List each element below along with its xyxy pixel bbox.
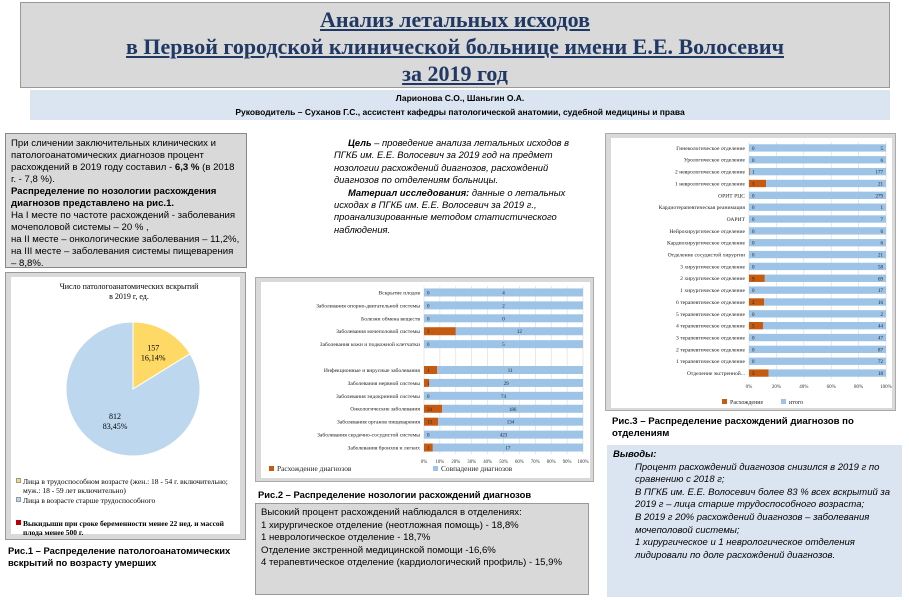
- legend-swatch-working-age: [16, 478, 21, 483]
- bar-segment-total: [749, 156, 886, 163]
- bar-value-total: 87: [878, 348, 883, 354]
- title-banner: [20, 2, 890, 88]
- bar-value-total: 186: [508, 407, 517, 413]
- category-label: 2 хирургическое отделение: [680, 276, 745, 283]
- category-label: ОАРИТ: [726, 216, 745, 223]
- x-tick-label: 100%: [577, 460, 589, 465]
- category-label: 5 терапевтическое отделение: [675, 311, 745, 318]
- bar-value-total: 7: [880, 218, 883, 224]
- bar-segment-total: [749, 310, 886, 317]
- legend-swatch-elderly: [16, 497, 21, 502]
- authors: Ларионова С.О., Шаньгин О.А.: [395, 93, 525, 103]
- bar-segment-mismatch: [424, 366, 437, 374]
- conclusion-item: 1 хирургическое и 1 неврологическое отделения лидировали по доле расхождений диагнозов.: [635, 537, 855, 561]
- bar-value-total: 6: [880, 229, 883, 235]
- legend-swatch: [722, 399, 727, 404]
- bar-value-mismatch: 0: [752, 146, 755, 152]
- bar-segment-total: [749, 334, 886, 341]
- authors-band: [30, 90, 890, 120]
- intro-box: [5, 133, 247, 268]
- pie-legend-working-age: [23, 477, 228, 495]
- goal-label: Цель: [348, 137, 372, 148]
- category-label: 6 терапевтическое отделение: [675, 299, 745, 306]
- title-line-1: Анализ летальных исходов: [320, 7, 590, 32]
- bar-value-mismatch: 0: [427, 343, 430, 349]
- bar-value-mismatch: 0: [427, 291, 430, 297]
- nosology-chart-panel: [261, 282, 590, 478]
- conclusion-item: Процент расхождений диагнозов снизился в 2019 г по сравнению с 2018 г;: [635, 461, 880, 486]
- category-label: Заболевания эндокринной системы: [335, 393, 420, 400]
- bar-segment-total: [749, 263, 886, 270]
- pie-percent-label-0: 16,14%: [140, 353, 166, 363]
- figure-3-frame: [605, 133, 896, 411]
- intro-place-2: на II месте – онкологические заболевания – 11,2%,: [11, 234, 240, 245]
- title-line-2: в Первой городской клинической больнице имени Е.Е. Волосевич: [125, 34, 784, 59]
- category-label: Заболевания органов пищеварения: [336, 419, 420, 426]
- category-label: Заболевания сердечно-сосудистой системы: [317, 432, 420, 439]
- x-tick-label: 70%: [530, 460, 540, 465]
- bar-value-total: 21: [878, 182, 883, 188]
- bar-value-total: 1: [880, 206, 883, 212]
- bar-value-mismatch: 0: [752, 229, 755, 235]
- bar-value-total: 21: [878, 253, 883, 259]
- intro-place-1: На I месте по частоте расхождений - заболевания мочеполовой системы – 20 % ,: [11, 210, 236, 233]
- bar-segment-total: [749, 144, 886, 151]
- x-tick-label: 100%: [880, 385, 892, 390]
- bar-value-total: 2: [502, 304, 505, 310]
- bar-value-total: 29: [503, 381, 509, 387]
- conclusion-item: В ПГКБ им. Е.Е. Волосевич более 83 % всех вскрытий за 2019 г – лица старше трудоспособного возраста;: [635, 486, 891, 511]
- category-label: Инфекционные и вирусные заболевания: [323, 367, 420, 374]
- intro-paragraph: [11, 138, 241, 186]
- legend-swatch: [781, 399, 786, 404]
- pie-legend-elderly: [23, 496, 228, 505]
- material-text: данные о летальных исходах в ПГКБ им. Е.Е. Волосевич за 2019 г., проанализированные методом статистического наблюдения.: [334, 186, 566, 235]
- category-label: 3 хирургическое отделение: [680, 264, 745, 271]
- bar-segment-total: [749, 239, 886, 246]
- category-label: Урологическое отделение: [683, 157, 745, 164]
- bar-segment-total: [749, 251, 886, 258]
- bar-value-mismatch: 3: [427, 330, 430, 336]
- category-label: Нейрохирургическое отделение: [669, 228, 745, 235]
- goal-paragraph: [334, 137, 578, 187]
- bar-value-total: 6: [880, 158, 883, 164]
- bar-value-total: 6: [880, 241, 883, 247]
- x-tick-label: 0%: [420, 460, 428, 465]
- bar-value-total: 4: [502, 291, 505, 297]
- intro-percent: 6,3 %: [174, 162, 200, 173]
- conclusions-title: Выводы:: [613, 449, 657, 460]
- category-label: 1 неврологическое отделение: [675, 181, 745, 188]
- category-label: Кардиотерапевтическая реанимация: [658, 205, 745, 212]
- x-tick-label: 30%: [467, 460, 477, 465]
- legend-label-miscarriage: Выкидыши при сроке беременности менее 22 нед. и массой плода менее 500 г.: [23, 519, 224, 537]
- category-label: Вскрытие плодов: [378, 290, 420, 297]
- bar-value-mismatch: 2: [752, 300, 755, 306]
- departments-box: [255, 503, 589, 595]
- bar-value-mismatch: 9: [752, 277, 755, 283]
- bar-value-mismatch: 5: [752, 324, 755, 330]
- bar-value-mismatch: 1: [752, 170, 755, 176]
- legend-label-working-age: Лица в трудоспособном возрасте (жен.: 18 - 54 г. включительно; муж.: 18 - 59 лет включительно): [23, 477, 228, 495]
- pie-legend-miscarriage: [23, 519, 228, 537]
- legend-label: Расхождение диагнозов: [277, 464, 352, 473]
- bar-segment-total: [764, 298, 886, 305]
- bar-value-total: 0: [502, 317, 505, 323]
- bar-segment-total: [765, 275, 886, 282]
- bar-segment-total: [766, 180, 886, 187]
- legend-swatch: [433, 466, 438, 471]
- material-paragraph: [334, 187, 578, 237]
- bar-value-total: 69: [878, 277, 883, 283]
- bar-value-mismatch: 0: [752, 158, 755, 164]
- bar-value-total: 12: [516, 330, 522, 336]
- x-tick-label: 60%: [515, 460, 524, 465]
- category-label: 4 терапевтическое отделение: [675, 323, 745, 330]
- bar-segment-total: [769, 369, 886, 376]
- bar-value-mismatch: 13: [427, 420, 432, 426]
- bar-segment-mismatch: [749, 168, 750, 175]
- bar-segment-total: [749, 346, 886, 353]
- departments-line: 4 терапевтическое отделение (кардиологический профиль) - 15,9%: [261, 557, 563, 569]
- category-label: Заболевания кожи и подкожной клетчатки: [319, 342, 420, 349]
- bar-segment-total: [750, 168, 886, 175]
- x-tick-label: 80%: [546, 460, 556, 465]
- figure-1-frame: [5, 272, 246, 540]
- legend-label-elderly: Лица в возрасте старше трудоспособного: [23, 496, 156, 505]
- bar-value-total: 5: [502, 343, 505, 349]
- bar-segment-total: [763, 322, 886, 329]
- pie-percent-label-1: 83,45%: [102, 422, 128, 432]
- bar-value-total: 134: [506, 420, 515, 426]
- category-label: Заболевания мочеполовой системы: [336, 329, 420, 336]
- title-line-3: за 2019 год: [402, 61, 508, 86]
- bar-value-total: 74: [501, 394, 506, 400]
- bar-value-total: 47: [878, 336, 883, 342]
- bar-value-mismatch: 0: [427, 317, 430, 323]
- intro-text-end: (в 2018 г. - 7,8 %).: [11, 162, 235, 185]
- departments-bar-chart: [611, 138, 892, 408]
- figure-2-frame: [255, 277, 594, 482]
- bar-value-mismatch: 0: [752, 218, 755, 224]
- x-tick-label: 50%: [499, 460, 508, 465]
- bar-value-total: 279: [875, 194, 883, 200]
- bar-value-mismatch: 0: [427, 433, 430, 439]
- bar-value-mismatch: 1: [427, 369, 430, 374]
- bar-value-mismatch: 0: [427, 304, 430, 310]
- bar-value-total: 177: [875, 170, 883, 176]
- x-tick-label: 60%: [826, 385, 836, 390]
- bar-value-total: 17: [505, 446, 511, 452]
- bar-value-total: 44: [878, 324, 883, 330]
- bar-value-total: 5: [880, 146, 883, 152]
- category-label: Отделение сосудистой хирургии: [667, 252, 745, 259]
- bar-value-mismatch: 0: [752, 348, 755, 354]
- bar-value-total: 17: [878, 289, 883, 295]
- figure-3-caption: Рис.3 – Распределение расхождений диагнозов по отделениям: [612, 416, 854, 439]
- bar-value-total: 11: [507, 369, 513, 374]
- bar-segment-total: [749, 192, 886, 199]
- conclusions-box: [607, 445, 902, 597]
- x-tick-label: 90%: [562, 460, 572, 465]
- supervisor: Руководитель – Суханов Г.С., ассистент кафедры патологической анатомии, судебной медицины и права: [235, 107, 685, 117]
- category-label: 2 терапевтическое отделение: [675, 347, 745, 354]
- x-tick-label: 20%: [451, 460, 461, 465]
- category-label: Кардиохирургическое отделение: [666, 240, 745, 247]
- intro-text: При сличении заключительных клинических и патологоанатомических диагнозов процент расхождений в 2019 году составил -: [11, 138, 216, 173]
- nosology-bar-chart: [261, 282, 590, 478]
- x-tick-label: 0%: [745, 385, 753, 390]
- bar-segment-total: [749, 286, 886, 293]
- x-tick-label: 40%: [483, 460, 492, 465]
- intro-distribution: Распределение по нозологии расхождения диагнозов представлено на рис.1.: [11, 186, 217, 209]
- departments-line: Отделение экстренной медицинской помощи -16,6%: [261, 544, 496, 556]
- bar-segment-total: [749, 215, 886, 222]
- figure-1-caption: Рис.1 – Распределение патологоанатомических вскрытий по возрасту умерших: [8, 545, 231, 568]
- legend-label: Расхождение: [730, 400, 764, 406]
- bar-value-mismatch: 1: [427, 446, 430, 452]
- category-label: Гинекологическое отделение: [676, 145, 745, 152]
- bar-value-mismatch: 0: [752, 253, 755, 259]
- category-label: Болезни обмена веществ: [361, 316, 420, 323]
- bar-segment-total: [749, 227, 886, 234]
- category-label: 2 неврологическое отделение: [675, 169, 745, 176]
- goal-text: – проведение анализа летальных исходов в ПГКБ им. Е.Е. Волосевич за 2019 год на предмет нозологии расхождений диагнозов, расхождений диагнозов по отделениям больницы.: [334, 137, 570, 186]
- category-label: Отделение экстренной...: [686, 371, 745, 378]
- category-label: 1 терапевтическое отделение: [675, 359, 745, 366]
- bar-value-total: 18: [878, 372, 883, 378]
- bar-value-mismatch: 0: [752, 336, 755, 342]
- bar-value-mismatch: 0: [752, 312, 755, 318]
- category-label: Заболевания бронхов и легких: [347, 445, 420, 452]
- bar-segment-total: [749, 204, 886, 211]
- bar-value-mismatch: 0: [752, 265, 755, 271]
- goal-section: [262, 135, 584, 267]
- legend-swatch-miscarriage: [16, 520, 21, 525]
- bar-value-mismatch: 0: [752, 289, 755, 295]
- pie-value-label-0: 157: [147, 343, 160, 353]
- bar-value-mismatch: 24: [427, 407, 432, 413]
- bar-value-mismatch: 0: [752, 194, 755, 200]
- pie-value-label-1: 812: [109, 412, 122, 422]
- bar-segment-total: [749, 358, 886, 365]
- material-label: Материал исследования:: [348, 186, 470, 198]
- x-tick-label: 40%: [799, 385, 809, 390]
- departments-line: Высокий процент расхождений наблюдался в отделениях:: [261, 507, 522, 518]
- bar-value-total: 72: [878, 360, 883, 366]
- x-tick-label: 80%: [854, 385, 864, 390]
- departments-chart-panel: [611, 138, 892, 408]
- category-label: Онкологические заболевания: [350, 406, 420, 413]
- category-label: ОРИТ РЦС: [718, 193, 745, 200]
- pie-chart-panel: [11, 277, 240, 537]
- bar-value-total: 423: [499, 433, 508, 439]
- intro-place-3: на III месте – заболевания системы пищеварения – 8,8%.: [11, 246, 234, 269]
- figure-2-caption: Рис.2 – Распределение нозологии расхождений диагнозов: [258, 489, 532, 500]
- bar-value-mismatch: 1: [427, 381, 430, 387]
- category-label: 3 терапевтическое отделение: [675, 335, 745, 342]
- bar-value-mismatch: 3: [752, 182, 755, 188]
- legend-swatch: [269, 466, 274, 471]
- category-label: Заболевания нервной системы: [347, 380, 420, 387]
- bar-value-total: 2: [880, 312, 883, 318]
- departments-line: 1 неврологическое отделение - 18,7%: [261, 532, 431, 544]
- bar-value-total: 58: [878, 265, 883, 271]
- pie-title: Число патологоанатомических вскрытий в 2019 г, ед.: [59, 282, 199, 301]
- conclusion-item: В 2019 г 20% расхождений диагнозов – заболевания мочеполовой системы;: [635, 511, 870, 536]
- departments-line: 1 хирургическое отделение (неотложная помощь) - 18,8%: [261, 519, 519, 531]
- x-tick-label: 20%: [771, 385, 781, 390]
- bar-value-mismatch: 0: [752, 206, 755, 212]
- bar-value-mismatch: 0: [427, 394, 430, 400]
- legend-label: итого: [789, 400, 804, 406]
- bar-value-total: 16: [878, 300, 883, 306]
- category-label: Заболевания опорно-двигательной системы: [316, 303, 420, 310]
- bar-value-mismatch: 0: [752, 241, 755, 247]
- bar-value-mismatch: 0: [752, 360, 755, 366]
- x-tick-label: 10%: [435, 460, 445, 465]
- bar-value-mismatch: 3: [752, 372, 755, 378]
- legend-label: Совпадение диагнозов: [441, 464, 513, 473]
- category-label: 1 хирургическое отделение: [680, 288, 745, 295]
